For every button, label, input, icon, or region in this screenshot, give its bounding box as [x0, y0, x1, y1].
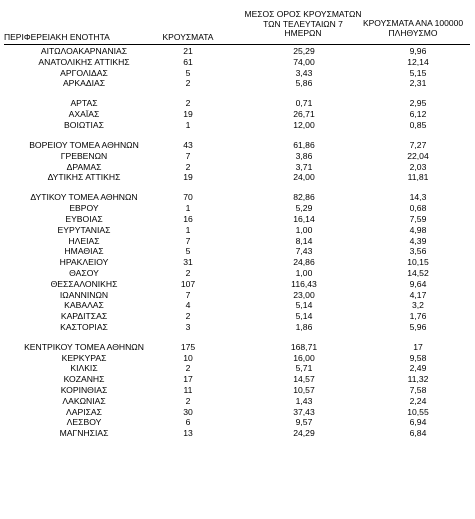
region-name-cell: ΚΙΛΚΙΣ [70, 363, 98, 374]
avg-7-days-cell: 12,00 [293, 119, 315, 130]
cases-cell: 70 [183, 192, 193, 203]
table-row [0, 192, 475, 203]
cases-cell: 4 [185, 300, 191, 311]
region-name-cell: ΘΕΣΣΑΛΟΝΙΚΗΣ [50, 278, 118, 289]
table-row [0, 322, 475, 333]
group-spacer [0, 131, 475, 140]
table-row [0, 342, 475, 353]
avg-7-days-cell: 5,29 [295, 203, 313, 214]
table-row [0, 140, 475, 151]
region-name-cell: ΔΥΤΙΚΗΣ ΑΤΤΙΚΗΣ [47, 172, 121, 183]
cases-cell: 2 [185, 161, 191, 172]
avg-7-days-cell: 1,86 [295, 321, 313, 332]
region-name-cell: ΑΡΓΟΛΙΔΑΣ [60, 67, 108, 78]
cases-per-100k-cell: 5,15 [409, 67, 427, 78]
cases-cell: 5 [185, 246, 191, 257]
region-name-cell: ΗΛΕΙΑΣ [68, 235, 100, 246]
cases-per-100k-cell: 4,17 [409, 289, 427, 300]
avg-7-days-cell: 116,43 [291, 278, 317, 289]
cases-cell: 10 [183, 352, 193, 363]
region-name-cell: ΑΧΑΪΑΣ [68, 109, 100, 120]
cases-cell: 175 [180, 341, 196, 352]
cases-per-100k-cell: 9,58 [409, 352, 427, 363]
region-name-cell: ΑΡΚΑΔΙΑΣ [62, 78, 106, 89]
cases-per-100k-cell: 6,12 [409, 109, 427, 120]
region-name-cell: ΛΑΡΙΣΑΣ [66, 406, 102, 417]
table-body [0, 46, 475, 439]
table-row [0, 57, 475, 68]
avg-7-days-cell: 8,14 [295, 235, 313, 246]
table-row [0, 353, 475, 364]
region-name-cell: ΒΟΡΕΙΟΥ ΤΟΜΕΑ ΑΘΗΝΩΝ [29, 139, 139, 150]
avg-7-days-cell: 24,86 [293, 257, 315, 268]
avg-7-days-cell: 5,14 [295, 311, 313, 322]
cases-cell: 19 [183, 172, 193, 183]
region-name-cell: ΕΥΒΟΙΑΣ [65, 213, 103, 224]
group-spacer [0, 89, 475, 98]
cases-per-100k-cell: 14,3 [409, 192, 427, 203]
cases-per-100k-cell: 6,84 [409, 428, 427, 439]
header-region: ΠΕΡΙΦΕΡΕΙΑΚΗ ΕΝΟΤΗΤΑ [4, 32, 110, 42]
cases-cell: 30 [183, 406, 193, 417]
region-name-cell: ΔΥΤΙΚΟΥ ΤΟΜΕΑ ΑΘΗΝΩΝ [30, 192, 138, 203]
avg-7-days-cell: 5,86 [295, 78, 313, 89]
region-name-cell: ΚΟΖΑΝΗΣ [63, 374, 105, 385]
table-row [0, 311, 475, 322]
cases-per-100k-cell: 2,24 [409, 395, 427, 406]
header-per100k-line-1: ΚΡΟΥΣΜΑΤΑ ΑΝΑ 100000 [362, 18, 464, 28]
region-name-cell: ΓΡΕΒΕΝΩΝ [60, 150, 108, 161]
cases-cell: 1 [185, 119, 191, 130]
region-name-cell: ΚΕΝΤΡΙΚΟΥ ΤΟΜΕΑ ΑΘΗΝΩΝ [24, 341, 144, 352]
cases-per-100k-cell: 12,14 [407, 56, 429, 67]
region-name-cell: ΑΝΑΤΟΛΙΚΗΣ ΑΤΤΙΚΗΣ [38, 56, 130, 67]
region-name-cell: ΔΡΑΜΑΣ [66, 161, 102, 172]
region-name-cell: ΗΜΑΘΙΑΣ [64, 246, 104, 257]
header-avg-line-3: ΗΜΕΡΩΝ [284, 28, 322, 38]
cases-cell: 7 [185, 150, 191, 161]
cases-cell: 2 [185, 363, 191, 374]
cases-per-100k-cell: 11,32 [407, 374, 429, 385]
region-name-cell: ΜΑΓΝΗΣΙΑΣ [59, 428, 109, 439]
avg-7-days-cell: 37,43 [293, 406, 315, 417]
table-row [0, 120, 475, 131]
cases-cell: 17 [183, 374, 193, 385]
region-name-cell: ΑΙΤΩΛΟΑΚΑΡΝΑΝΙΑΣ [40, 46, 128, 56]
table-row [0, 407, 475, 418]
header-avg-line-2: ΤΩΝ ΤΕΛΕΥΤΑΙΩΝ 7 [263, 18, 343, 29]
region-name-cell: ΕΒΡΟΥ [69, 203, 99, 214]
table-row [0, 396, 475, 407]
region-name-cell: ΒΟΙΩΤΙΑΣ [64, 119, 104, 130]
table-row [0, 417, 475, 428]
table-row [0, 290, 475, 301]
table-row [0, 203, 475, 214]
table-row [0, 98, 475, 109]
group-spacer [0, 183, 475, 192]
region-name-cell: ΛΕΣΒΟΥ [66, 417, 102, 428]
cases-cell: 11 [183, 385, 193, 396]
avg-7-days-cell: 16,00 [293, 352, 315, 363]
table-row [0, 385, 475, 396]
group-spacer [0, 333, 475, 342]
region-name-cell: ΚΑΣΤΟΡΙΑΣ [60, 321, 108, 332]
region-name-cell: ΕΥΡΥΤΑΝΙΑΣ [57, 224, 111, 235]
cases-per-100k-cell: 2,31 [409, 78, 427, 89]
cases-cell: 2 [185, 267, 191, 278]
cases-per-100k-cell: 5,96 [409, 321, 427, 332]
header-avg-7-days [236, 10, 370, 39]
avg-7-days-cell: 168,71 [290, 341, 318, 352]
cases-per-100k-cell: 9,64 [409, 278, 427, 289]
region-name-cell: ΚΟΡΙΝΘΙΑΣ [60, 385, 108, 396]
region-name-cell: ΚΕΡΚΥΡΑΣ [61, 352, 107, 363]
avg-7-days-cell: 23,00 [293, 289, 315, 300]
avg-7-days-cell: 1,43 [295, 395, 313, 406]
cases-cell: 7 [185, 289, 191, 300]
cases-cell: 107 [180, 278, 196, 289]
table-row [0, 225, 475, 236]
table-row [0, 257, 475, 268]
avg-7-days-cell: 74,00 [293, 56, 315, 67]
table-row [0, 151, 475, 162]
cases-per-100k-cell: 10,55 [407, 406, 429, 417]
cases-cell: 1 [185, 224, 191, 235]
header-avg-line-1: ΜΕΣΟΣ ΟΡΟΣ ΚΡΟΥΣΜΑΤΩΝ [244, 9, 362, 19]
cases-per-100k-cell: 7,59 [409, 213, 427, 224]
table-row [0, 162, 475, 173]
cases-cell: 21 [183, 46, 193, 56]
cases-per-100k-cell: 9,96 [409, 46, 427, 56]
table-row [0, 214, 475, 225]
cases-cell: 2 [185, 311, 191, 322]
avg-7-days-cell: 5,14 [295, 300, 313, 311]
cases-cell: 31 [183, 257, 193, 268]
avg-7-days-cell: 24,29 [293, 428, 315, 439]
header-per100k-line-2: ΠΛΗΘΥΣΜΟ [388, 27, 438, 38]
cases-cell: 43 [183, 139, 193, 150]
avg-7-days-cell: 25,29 [293, 46, 315, 56]
table-row [0, 68, 475, 79]
cases-per-100k-cell: 3,2 [412, 300, 424, 311]
cases-cell: 19 [183, 109, 193, 120]
cases-per-100k-cell: 14,52 [407, 267, 429, 278]
avg-7-days-cell: 3,71 [295, 161, 313, 172]
table-row [0, 78, 475, 89]
cases-per-100k-cell: 22,04 [407, 150, 429, 161]
cases-per-100k-cell: 11,81 [407, 172, 429, 183]
cases-per-100k-cell: 7,58 [409, 385, 427, 396]
cases-cell: 6 [185, 417, 191, 428]
cases-per-100k-cell: 2,03 [409, 161, 427, 172]
cases-per-100k-cell: 1,76 [409, 311, 427, 322]
avg-7-days-cell: 1,00 [295, 224, 313, 235]
cases-cell: 13 [183, 428, 193, 439]
cases-cell: 2 [185, 78, 191, 89]
table-row [0, 374, 475, 385]
avg-7-days-cell: 82,86 [293, 192, 315, 203]
avg-7-days-cell: 7,43 [295, 246, 313, 257]
header-divider [4, 44, 470, 45]
avg-7-days-cell: 14,57 [293, 374, 315, 385]
avg-7-days-cell: 0,71 [295, 98, 313, 109]
avg-7-days-cell: 3,86 [295, 150, 313, 161]
cases-cell: 16 [183, 213, 193, 224]
avg-7-days-cell: 26,71 [293, 109, 315, 120]
cases-per-100k-cell: 4,39 [409, 235, 427, 246]
avg-7-days-cell: 16,14 [293, 213, 315, 224]
cases-per-100k-cell: 0,68 [409, 203, 427, 214]
table-row [0, 268, 475, 279]
table-row [0, 109, 475, 120]
avg-7-days-cell: 61,86 [293, 139, 315, 150]
cases-cell: 3 [185, 321, 191, 332]
region-name-cell: ΛΑΚΩΝΙΑΣ [62, 395, 106, 406]
avg-7-days-cell: 5,71 [295, 363, 313, 374]
table-row [0, 172, 475, 183]
cases-per-100k-cell: 7,27 [409, 139, 427, 150]
cases-cell: 61 [183, 56, 193, 67]
table-row [0, 236, 475, 247]
table-row [0, 246, 475, 257]
table-row [0, 363, 475, 374]
cases-cell: 7 [185, 235, 191, 246]
cases-per-100k-cell: 0,85 [409, 119, 427, 130]
header-cases: ΚΡΟΥΣΜΑΤΑ [162, 32, 214, 42]
header-cases-per-100k [356, 19, 470, 38]
avg-7-days-cell: 1,00 [295, 267, 313, 278]
cases-cell: 5 [185, 67, 191, 78]
avg-7-days-cell: 24,00 [293, 172, 315, 183]
cases-cell: 2 [185, 98, 191, 109]
cases-cell: 1 [185, 203, 191, 214]
cases-per-100k-cell: 2,95 [409, 98, 427, 109]
region-name-cell: ΙΩΑΝΝΙΝΩΝ [59, 289, 109, 300]
table-row [0, 279, 475, 290]
table-row [0, 300, 475, 311]
region-name-cell: ΑΡΤΑΣ [70, 98, 98, 109]
avg-7-days-cell: 10,57 [293, 385, 315, 396]
region-name-cell: ΚΑΒΑΛΑΣ [64, 300, 104, 311]
cases-per-100k-cell: 17 [413, 341, 423, 352]
region-name-cell: ΘΑΣΟΥ [69, 267, 99, 278]
region-name-cell: ΗΡΑΚΛΕΙΟΥ [59, 257, 109, 268]
cases-per-100k-cell: 4,98 [409, 224, 427, 235]
cases-per-100k-cell: 3,56 [409, 246, 427, 257]
avg-7-days-cell: 3,43 [295, 67, 313, 78]
cases-per-100k-cell: 6,94 [409, 417, 427, 428]
cases-per-100k-cell: 2,49 [409, 363, 427, 374]
cases-cell: 2 [185, 395, 191, 406]
cases-per-100k-cell: 10,15 [407, 257, 429, 268]
table-row [0, 46, 475, 57]
region-name-cell: ΚΑΡΔΙΤΣΑΣ [60, 311, 108, 322]
avg-7-days-cell: 9,57 [295, 417, 313, 428]
table-row [0, 428, 475, 439]
